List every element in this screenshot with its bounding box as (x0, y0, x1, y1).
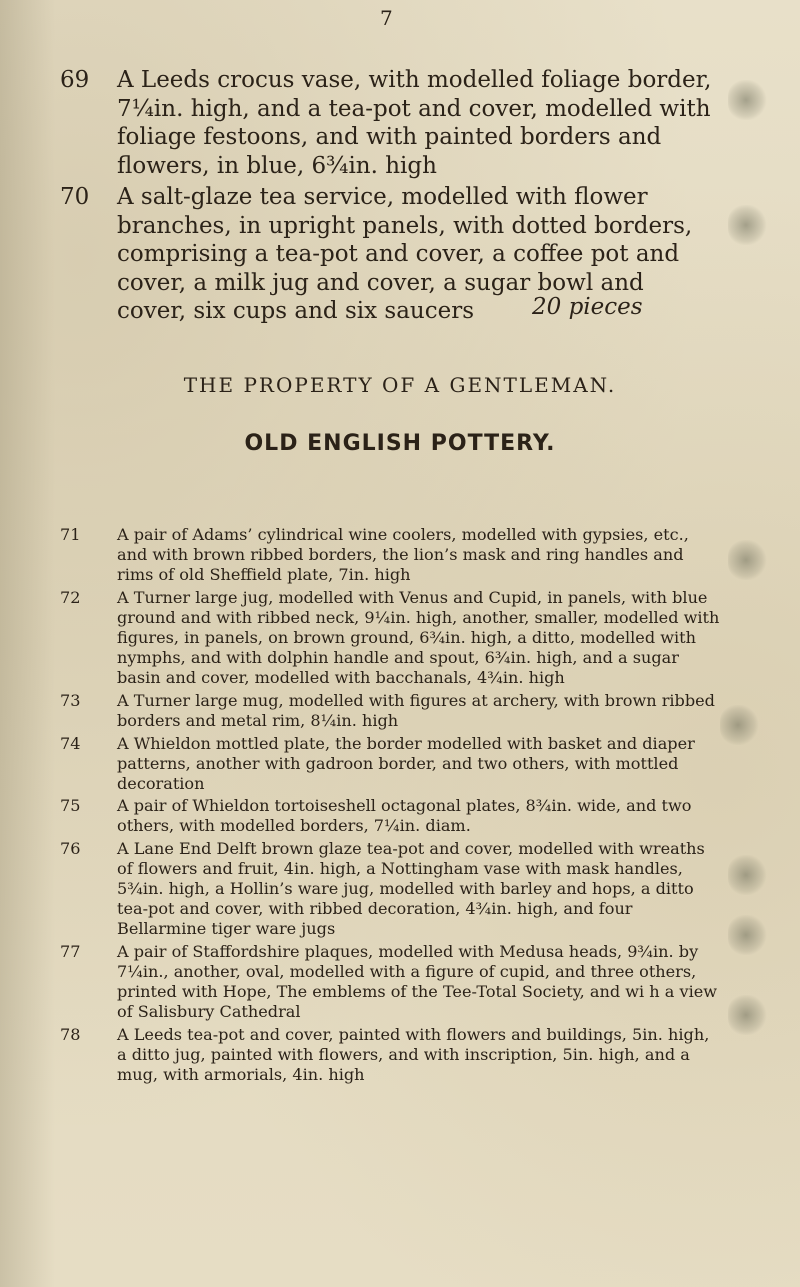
ink-mark (728, 205, 768, 245)
lot-number: 70 (60, 184, 90, 210)
ink-mark (728, 995, 768, 1035)
lot-78 (60, 1025, 720, 1085)
lot-number: 77 (60, 942, 81, 962)
lot-71 (60, 525, 720, 585)
lot-number: 71 (60, 525, 81, 544)
lot-76 (60, 839, 720, 939)
lot-72 (60, 588, 720, 688)
page-edge-shadow (0, 0, 55, 1287)
lot-73 (60, 691, 720, 731)
lot-description: A pair of Whieldon tortoiseshell octagonal plates, 8¾in. wide, and two others, with modelled borders, 7¼in. diam. (117, 796, 692, 836)
lot-74 (60, 734, 720, 794)
lot-number: 73 (60, 690, 81, 710)
ink-mark (720, 705, 760, 745)
lot-number: 74 (60, 733, 81, 753)
lot-69 (60, 66, 720, 180)
lot-number: 69 (60, 67, 90, 93)
ink-mark (728, 80, 768, 120)
ink-mark (728, 540, 768, 580)
ink-mark (728, 915, 768, 955)
lot-number: 72 (60, 587, 81, 607)
lot-description: A salt-glaze tea service, modelled with flower branches, in upright panels, with dotted borders, comprising a tea-pot and cover, a coffee pot and cover, a milk jug and cover, a sugar bowl and cover, six cups and six saucers (117, 184, 693, 325)
page-number: 7 (380, 6, 393, 30)
section-heading: OLD ENGLISH POTTERY. (244, 431, 556, 456)
owner-heading: THE PROPERTY OF A GENTLEMAN. (183, 373, 617, 397)
lot-75 (60, 796, 720, 836)
lot-description: A Whieldon mottled plate, the border modelled with basket and diaper patterns, another with gadroon border, and two others, with mottled decoration (117, 733, 695, 793)
lot-77 (60, 942, 720, 1022)
lot-description: A Lane End Delft brown glaze tea-pot and cover, modelled with wreaths of flowers and fruit, 4in. high, a Nottingham vase with mask handles, 5¾in. high, a Hollin’s ware jug, modelled with barley and hops, a ditto tea-pot and cover, with ribbed decoration, 4¾in. high, and four Bellarmine tiger ware jugs (117, 839, 705, 939)
lot-number: 78 (60, 1024, 81, 1044)
lot-description: A pair of Staffordshire plaques, modelled with Medusa heads, 9¾in. by 7¼in., another, oval, modelled with a figure of cupid, and three others, printed with Hope, The emblems of the Tee-Total Society, and wi h a view of Salisbury Cathedral (117, 942, 718, 1022)
lot-number: 76 (60, 839, 81, 859)
lot-description: A Leeds crocus vase, with modelled foliage border, 7¼in. high, and a tea-pot and cover, modelled with foliage festoons, and with painted borders and flowers, in blue, 6¾in. high (117, 67, 712, 179)
lot-quantity: 20 pieces (532, 294, 643, 320)
lot-description: A Turner large jug, modelled with Venus and Cupid, in panels, with blue ground and with ribbed neck, 9¼in. high, another, smaller, modelled with figures, in panels, on brown ground, 6¾in. high, a ditto, modelled with nymphs, and with dolphin handle and spout, 6¾in. high, and a sugar basin and cover, modelled with bacchanals, 4¾in. high (117, 587, 720, 687)
lot-description: A Turner large mug, modelled with figures at archery, with brown ribbed borders and metal rim, 8¼in. high (117, 690, 715, 730)
lot-description: A Leeds tea-pot and cover, painted with flowers and buildings, 5in. high, a ditto jug, painted with flowers, and with inscription, 5in. high, and a mug, with armorials, 4in. high (117, 1024, 710, 1084)
ink-mark (728, 855, 768, 895)
lot-description: A pair of Adams’ cylindrical wine coolers, modelled with gypsies, etc., and with brown ribbed borders, the lion’s mask and ring handles and rims of old Sheffield plate, 7in. high (117, 525, 689, 585)
lot-number: 75 (60, 796, 81, 816)
